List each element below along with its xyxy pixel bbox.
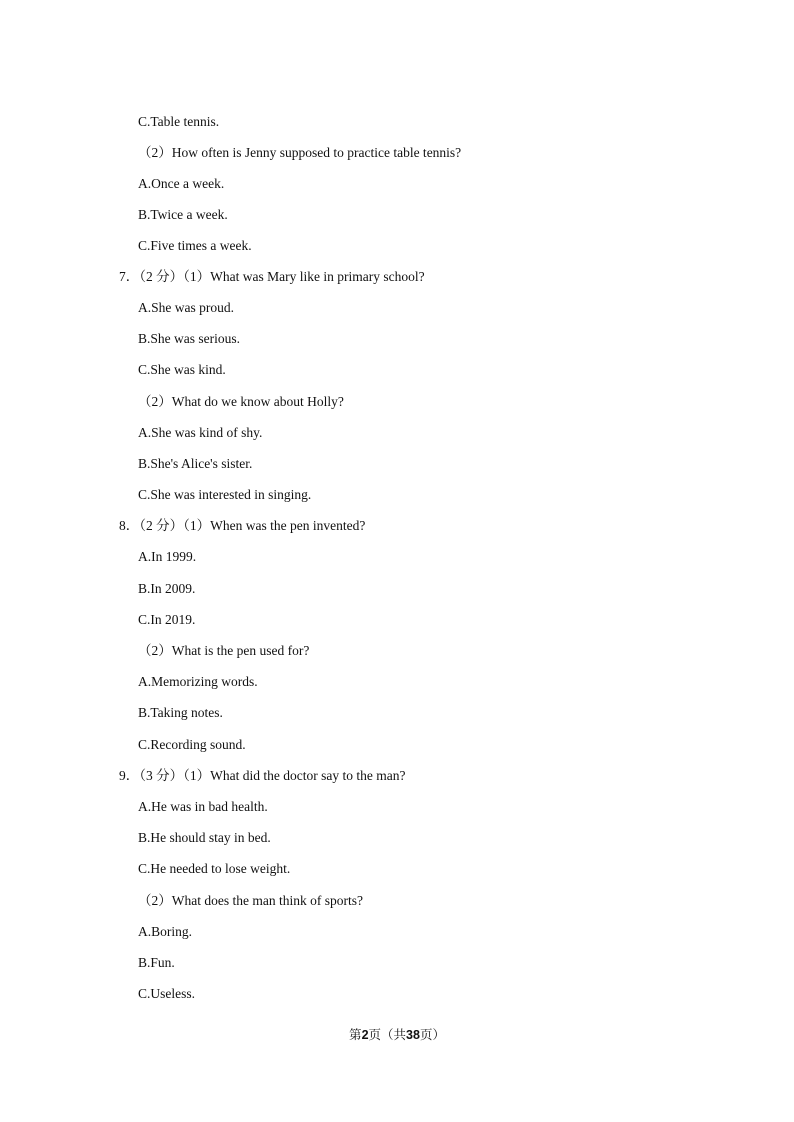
- option-text: A.Memorizing words.: [138, 674, 258, 689]
- option-text: C.He needed to lose weight.: [138, 861, 291, 876]
- question-text: 7．（2 分）（1）What was Mary like in primary school?: [119, 269, 425, 284]
- option-text: B.Fun.: [138, 955, 175, 970]
- option-text: B.She's Alice's sister.: [138, 456, 253, 471]
- option-text: A.He was in bad health.: [138, 799, 268, 814]
- option-text: C.Recording sound.: [138, 737, 246, 752]
- option-text: A.She was proud.: [138, 300, 234, 315]
- footer-prefix: 第: [349, 1028, 362, 1042]
- option-text: B.Taking notes.: [138, 705, 223, 720]
- option-text: C.Five times a week.: [138, 238, 252, 253]
- sub-question-text: （2）What is the pen used for?: [138, 643, 310, 658]
- sub-question-text: （2）What do we know about Holly?: [138, 394, 344, 409]
- option-text: A.Once a week.: [138, 176, 225, 191]
- option-text: C.She was interested in singing.: [138, 487, 312, 502]
- sub-question-text: （2）How often is Jenny supposed to practice table tennis?: [138, 145, 462, 160]
- option-text: A.Boring.: [138, 924, 192, 939]
- option-text: A.In 1999.: [138, 549, 197, 564]
- footer-suffix: 页）: [419, 1028, 445, 1042]
- page-footer: [0, 1026, 794, 1044]
- option-text: C.In 2019.: [138, 612, 196, 627]
- question-text: 9．（3 分）（1）What did the doctor say to the man?: [119, 768, 406, 783]
- option-text: B.In 2009.: [138, 581, 196, 596]
- sub-question-text: （2）What does the man think of sports?: [138, 893, 363, 908]
- question-text: 8．（2 分）（1）When was the pen invented?: [119, 518, 366, 533]
- option-text: A.She was kind of shy.: [138, 425, 263, 440]
- option-text: C.Useless.: [138, 986, 195, 1001]
- option-text: B.She was serious.: [138, 331, 240, 346]
- footer-middle: 页（共: [368, 1028, 407, 1042]
- footer-total-pages: 38: [406, 1028, 420, 1042]
- option-text: B.He should stay in bed.: [138, 830, 271, 845]
- option-text: B.Twice a week.: [138, 207, 228, 222]
- option-text: C.She was kind.: [138, 362, 226, 377]
- footer-page-number: 2: [361, 1028, 369, 1042]
- option-text: C.Table tennis.: [138, 114, 220, 129]
